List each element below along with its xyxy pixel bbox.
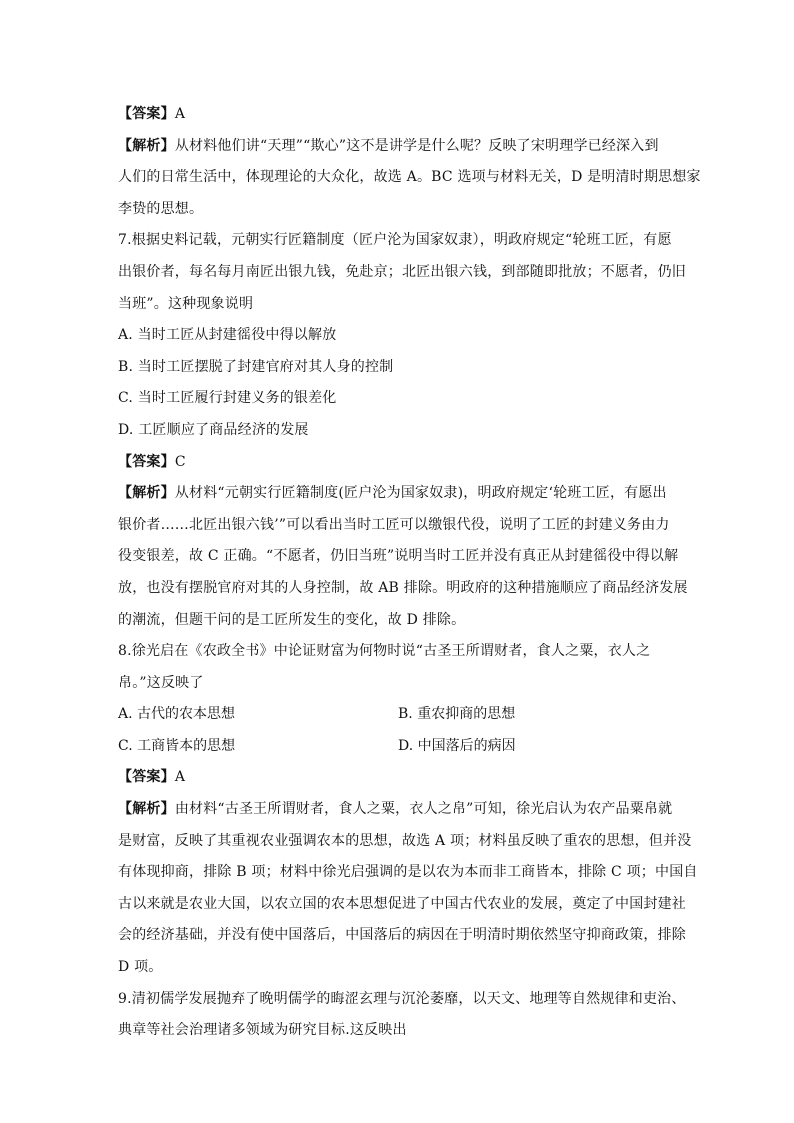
- q9-stem-line-2: 典章等社会治理诸多领域为研究目标.这反映出: [118, 1022, 407, 1039]
- q7-stem-line-2: 出银价者，每名每月南匠出银九钱，免赴京；北匠出银六钱，到部随即批放；不愿者，仍旧: [118, 263, 686, 280]
- q8-analysis-line-6: D 项。: [118, 959, 163, 976]
- answer-value: C: [174, 453, 186, 470]
- q8-option-a: A. 古代的农本思想: [118, 706, 236, 723]
- q7-analysis-line-5: 的潮流，但题干问的是工匠所发生的变化，故 D 排除。: [118, 611, 466, 628]
- q8-option-c: C. 工商皆本的思想: [118, 737, 236, 754]
- q8-answer-line: [118, 762, 678, 794]
- q6-answer-line: [118, 99, 678, 131]
- q7-analysis-line-3: 役变银差，故 C 正确。“不愿者，仍旧当班”说明当时工匠并没有真正从封建徭役中得以解: [118, 548, 679, 565]
- q7-analysis-line-4: 放，也没有摆脱官府对其的人身控制，故 AB 排除。明政府的这种措施顺应了商品经济发展: [118, 579, 688, 596]
- answer-value: A: [174, 769, 186, 786]
- q8-stem-line-1: 8.徐光启在《农政全书》中论证财富为何物时说“古圣王所谓财者，食人之粟，衣人之: [118, 643, 651, 660]
- answer-tag: 【答案】: [118, 453, 175, 470]
- analysis-text: 从材料他们讲“天理”“欺心”这不是讲学是什么呢？反映了宋明理学已经深入到: [174, 137, 659, 154]
- q8-stem-line-2: 帛。”这反映了: [118, 674, 204, 691]
- analysis-tag: 【解析】: [118, 137, 175, 154]
- q7-answer-line: [118, 447, 678, 479]
- q7-stem-line-3: 当班”。这种现象说明: [118, 295, 254, 312]
- q9-stem-line-1: 9.清初儒学发展抛弃了晚明儒学的晦涩玄理与沉沦萎靡，以天文、地理等自然规律和吏治、: [118, 990, 686, 1007]
- analysis-text: 由材料“古圣王所谓财者，食人之粟，衣人之帛”可知，徐光启认为农产品粟帛就: [174, 801, 673, 818]
- q8-analysis-line-3: 有体现抑商，排除 B 项；材料中徐光启强调的是以农为本而非工商皆本，排除 C 项；中国自: [118, 864, 698, 881]
- q8-analysis-line-1: [118, 794, 678, 826]
- q6-analysis-line-3: 李贽的思想。: [118, 200, 204, 217]
- answer-value: A: [174, 106, 186, 122]
- q7-stem-line-1: 7.根据史料记载，元朝实行匠籍制度（匠户沦为国家奴隶），明政府规定“轮班工匠，有愿: [118, 232, 672, 249]
- analysis-tag: 【解析】: [118, 485, 175, 502]
- q7-analysis-line-1: [118, 478, 678, 510]
- q8-analysis-line-4: 古以来就是农业大国，以农立国的农本思想促进了中国古代农业的发展，奠定了中国封建社: [118, 895, 686, 912]
- analysis-text: 从材料“元朝实行匠籍制度(匠户沦为国家奴隶)，明政府规定‘轮班工匠，有愿出: [174, 485, 667, 502]
- q8-analysis-line-2: 是财富，反映了其重视农业强调农本的思想，故选 A 项；材料虽反映了重农的思想，但并没: [118, 832, 692, 849]
- document-page: [118, 99, 701, 1047]
- answer-tag: 【答案】: [118, 769, 175, 786]
- q7-option-c: C. 当时工匠履行封建义务的银差化: [118, 390, 337, 407]
- q8-option-b: B. 重农抑商的思想: [398, 706, 516, 723]
- analysis-tag: 【解析】: [118, 801, 175, 818]
- answer-tag: 【答案】: [118, 106, 175, 122]
- q7-option-b: B. 当时工匠摆脱了封建官府对其人身的控制: [118, 358, 394, 375]
- q6-analysis-line-2: 人们的日常生活中，体现理论的大众化，故选 A。BC 选项与材料无关，D 是明清时期思想家: [118, 169, 701, 186]
- q6-analysis-line-1: [118, 131, 678, 163]
- q8-option-d: D. 中国落后的病因: [398, 737, 516, 754]
- q7-analysis-line-2: 银价者……北匠出银六钱’”可以看出当时工匠可以缴银代役，说明了工匠的封建义务由力: [118, 516, 670, 533]
- q7-option-a: A. 当时工匠从封建徭役中得以解放: [118, 327, 337, 344]
- q8-options-row-2: [118, 731, 678, 763]
- q7-option-d: D. 工匠顺应了商品经济的发展: [118, 421, 309, 438]
- q8-analysis-line-5: 会的经济基础，并没有使中国落后，中国落后的病因在于明清时期依然坚守抑商政策，排除: [118, 927, 686, 944]
- q8-options-row-1: [118, 699, 678, 731]
